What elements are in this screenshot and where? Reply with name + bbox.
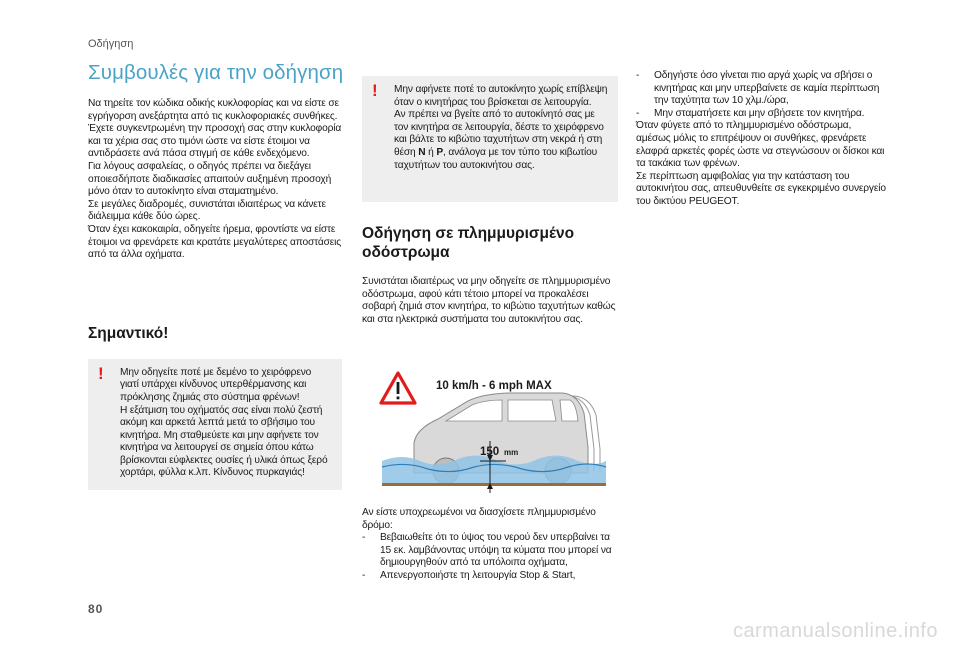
page-number: 80 [88, 602, 104, 616]
paragraph: Σε μεγάλες διαδρομές, συνιστάται ιδιαιτέρως να κάνετε διάλειμμα κάθε δύο ώρες. [88, 198, 326, 223]
flooded-road-illustration [362, 363, 618, 501]
important-heading: Σημαντικό! [88, 324, 169, 342]
car-in-water-graphic [362, 363, 618, 501]
paragraph: Όταν έχει κακοκαιρία, οδηγείτε ήρεμα, φροντίστε να είστε έτοιμοι να φρενάρετε και κρατάτε μεγαλύτερες αποστάσεις από τα άλλα οχήματα. [88, 223, 342, 261]
exclamation-icon: ! [98, 363, 104, 383]
list-item: - Οδηγήστε όσο γίνεται πιο αργά χωρίς να σβήσει ο κινητήρας και μην υπερβαίνετε σε καμία περίπτωση την ταχύτητα των 10 χλμ./ώρα, [636, 70, 880, 107]
depth-unit: mm [504, 448, 519, 457]
warning-triangle-icon [381, 373, 415, 403]
warning-paragraph: Η εξάτμιση του οχήματός σας είναι πολύ ζεστή ακόμη και αρκετά λεπτά μετά το σβήσιμο του κινητήρα. Μη σταθμεύετε και μην αφήνετε τον κινητήρα να λειτουργεί σε σημεία όπου κάτω βρίσκονται εύφλεκτες ουσίες ή υλικά όπως ξερό χορτάρι, φύλλα κ.λπ. Κίνδυνος πυρκαγιάς! [120, 404, 328, 479]
warning-paragraph: Μην αφήνετε ποτέ το αυτοκίνητο χωρίς επίβλεψη όταν ο κινητήρας του βρίσκεται σε λειτουργία. [394, 84, 608, 108]
column-middle [362, 76, 618, 327]
unattended-warning-box [362, 76, 618, 202]
watermark: carmanualsonline.info [732, 620, 938, 642]
flood-text: Συνιστάται ιδιαιτέρως να μην οδηγείτε σε πλημμυρισμένο οδόστρωμα, αφού κάτι τέτοιο μπορεί να προκαλέσει σοβαρή ζημιά στον κινητήρα, το κιβώτιο ταχυτήτων καθώς και στα ηλεκτρικά συστήματα του αυτοκινήτου σας. [362, 276, 616, 325]
important-warning-box [88, 359, 342, 490]
paragraph: Να τηρείτε τον κώδικα οδικής κυκλοφορίας και να είστε σε εγρήγορση ανεξάρτητα από τις κυκλοφοριακές συνθήκες. [88, 98, 339, 122]
gear-neutral: N [418, 146, 426, 158]
section-header: Οδήγηση [88, 38, 134, 50]
list-item: - Μην σταματήσετε και μην σβήσετε τον κινητήρα. [636, 107, 865, 119]
paragraph: Έχετε συγκεντρωμένη την προσοχή σας στην κυκλοφορία και τα χέρια σας στο τιμόνι ώστε να είστε έτοιμοι να αντιδράσετε ανά πάσα στιγμή σε κάθε ενδεχόμενο. [88, 123, 342, 160]
depth-value: 150 [480, 446, 500, 458]
paragraph: Για λόγους ασφαλείας, ο οδηγός πρέπει να διεξάγει οποιεσδήποτε διαδικασίες απαιτούν αυξημένη προσοχή μόνο όταν το αυτοκίνητο είναι σταματημένο. [88, 160, 332, 198]
list-item: - Απενεργοποιήστε τη λειτουργία Stop & Start, [362, 569, 576, 581]
exclamation-icon: ! [372, 81, 378, 100]
warning-paragraph: Μην οδηγείτε ποτέ με δεμένο το χειρόφρενο γιατί υπάρχει κίνδυνος υπερθέρμανσης και πρόκλησης ζημιάς στο σύστημα φρένων! [120, 366, 312, 403]
column-left [88, 60, 342, 490]
gear-park: P [436, 146, 444, 158]
list-item: - Βεβαιωθείτε ότι το ύψος του νερού δεν υπερβαίνει τα 15 εκ. λαμβάνοντας υπόψη τα κύματα που μπορεί να δημιουργηθούν από τα υπόλοιπα οχήματα, [362, 532, 612, 569]
water-waves [382, 455, 606, 483]
flood-intro: Αν είστε υποχρεωμένοι να διασχίσετε πλημμυρισμένο δρόμο: [362, 507, 596, 531]
flood-heading: Οδήγηση σε πλημμυρισμένο οδόστρωμα [362, 225, 575, 262]
driving-advice-text [88, 98, 342, 262]
speed-limit-label: 10 km/h - 6 mph MAX [436, 380, 552, 392]
paragraph: Σε περίπτωση αμφιβολίας για την κατάσταση του αυτοκινήτου σας, απευθυνθείτε σε εγκεκριμένο συνεργείο του δικτύου PEUGEOT. [636, 170, 886, 207]
page-title: Συμβουλές για την οδήγηση [88, 61, 344, 84]
column-right [636, 70, 888, 209]
column-middle-lower [362, 507, 618, 583]
ground-line [382, 483, 606, 486]
paragraph: Όταν φύγετε από το πλημμυρισμένο οδόστρωμα, αμέσως μόλις το επιτρέψουν οι συνθήκες, φρενάρετε ελαφρά αρκετές φορές ώστε να στεγνώσουν οι δίσκοι και τα τακάκια των φρένων. [636, 120, 885, 170]
warning-paragraph: Αν πρέπει να βγείτε από το αυτοκίνητό σας με τον κινητήρα σε λειτουργία, δέστε το χειρόφρενο και βάλτε το κιβώτιο ταχυτήτων στη νεκρά ή στη θέση N ή P, ανάλογα με τον τύπο του κιβωτίου ταχυτήτων του αυτοκινήτου σας. [394, 109, 604, 171]
